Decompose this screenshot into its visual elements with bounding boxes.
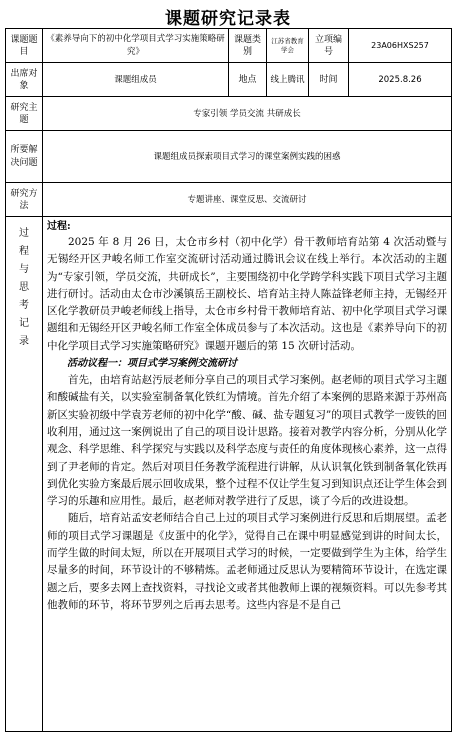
topic-value: 《素养导向下的初中化学项目式学习实施策略研究》 bbox=[43, 29, 229, 63]
subject-label: 研究主题 bbox=[6, 97, 43, 131]
row-topic bbox=[6, 29, 452, 63]
type-value: 江苏省教育学会 bbox=[267, 29, 309, 63]
process-paragraph-2: 首先，由培育站赵汚辰老师分享自己的项目式学习案例。赵老师的项目式学习主题和酸碱盐有关，以实验室制备氧化铁红为情境。首先介绍了本案例的思路来源于苏州高新区实验初级中学袁芳老师的初中化学“酸、碱、盐专题复习”的项目式教学一废铁的回收利用，通过这一案例说出了自己的项目设计思路。接着对教学内容分析，分别从化学观念、科学思维、科学探究与实践以及科学态度与责任的角度体现核心素养，这一点得到了尹老师的肯定。然后对项目任务教学流程进行讲解，从认识氧化铁到制备氧化铁再到优化实验方案最后展示回收成果，整个过程不仅让学生复习到知识点还让学生体会到学习的乐趣和应用性。最后，赵老师对教学进行了反思，谈了今后的改进设想。 bbox=[47, 374, 447, 508]
num-value: 23A06HXS257 bbox=[349, 29, 452, 63]
row-attendees bbox=[6, 63, 452, 97]
process-side-label: 过 程 与 思 考 记 录 bbox=[6, 217, 43, 732]
page-title: 课题研究记录表 bbox=[165, 9, 291, 29]
attendees-label: 出席对象 bbox=[6, 63, 43, 97]
row-method bbox=[6, 183, 452, 217]
place-label: 地点 bbox=[229, 63, 267, 97]
subject-value: 专家引领 学员交流 共研成长 bbox=[43, 97, 452, 131]
time-value: 2025.8.26 bbox=[349, 63, 452, 97]
problem-label: 所要解决问题 bbox=[6, 131, 43, 183]
activity-heading-1: 活动议程一：项目式学习案例交流研讨 bbox=[67, 358, 237, 370]
record-table bbox=[5, 28, 452, 732]
problem-value: 课题组成员探索项目式学习的课堂案例实践的困惑 bbox=[43, 131, 452, 183]
num-label: 立项编号 bbox=[309, 29, 349, 63]
row-subject bbox=[6, 97, 452, 131]
row-process bbox=[6, 217, 452, 732]
method-value: 专题讲座、课堂反思、交流研讨 bbox=[43, 183, 452, 217]
process-paragraph-3: 随后，培育站孟安老师结合自己上过的项目式学习案例进行反思和后期展望。孟老师的项目式学习课题是《皮蛋中的化学》，觉得自己在课中明显感觉到讲的时间太长，而学生做的时间太短，所以在开展项目式学习的时候，一定要做到学生为主体，给学生尽量多的时间，环节设计的不够精炼。孟老师通过反思认为要精简环节设计，在选定课题之后，要多去网上查找资料，寻找论文或者其他教师上课的视频资料。可以先参考其他教师的环节，将环节罗列之后再去思考。这些内容是不是自己 bbox=[47, 512, 447, 611]
process-content bbox=[43, 217, 452, 732]
process-paragraph-1: 2025 年 8 月 26 日，太仓市乡村（初中化学）骨干教师培育站第 4 次活动暨与无锡经开区尹峻名师工作室交流研讨活动通过腾讯会议在线上举行。本次活动的主题为“专家引领，学员交流，共研成长”，主要围绕初中化学跨学科实践下项目式学习主题进行研讨。活动由太仓市沙溪镇岳王副校长、培育站主持人陈益锋老师主持，无锡经开区化学教研员尹峻老师线上指导，太仓市乡村骨干教师培育站、初中化学项目式学习课题组和无锡经开区尹峻名师工作室全体成员参与了本次活动。这也是《素养导向下的初中化学项目式学习实施策略研究》课题开题后的第 15 次研讨活动。 bbox=[47, 236, 447, 352]
method-label: 研究方法 bbox=[6, 183, 43, 217]
time-label: 时间 bbox=[309, 63, 349, 97]
place-value: 线上腾讯 bbox=[267, 63, 309, 97]
attendees-value: 课题组成员 bbox=[43, 63, 229, 97]
process-heading: 过程: bbox=[47, 221, 71, 232]
topic-label: 课题题目 bbox=[6, 29, 43, 63]
row-problem bbox=[6, 131, 452, 183]
type-label: 课题类别 bbox=[229, 29, 267, 63]
